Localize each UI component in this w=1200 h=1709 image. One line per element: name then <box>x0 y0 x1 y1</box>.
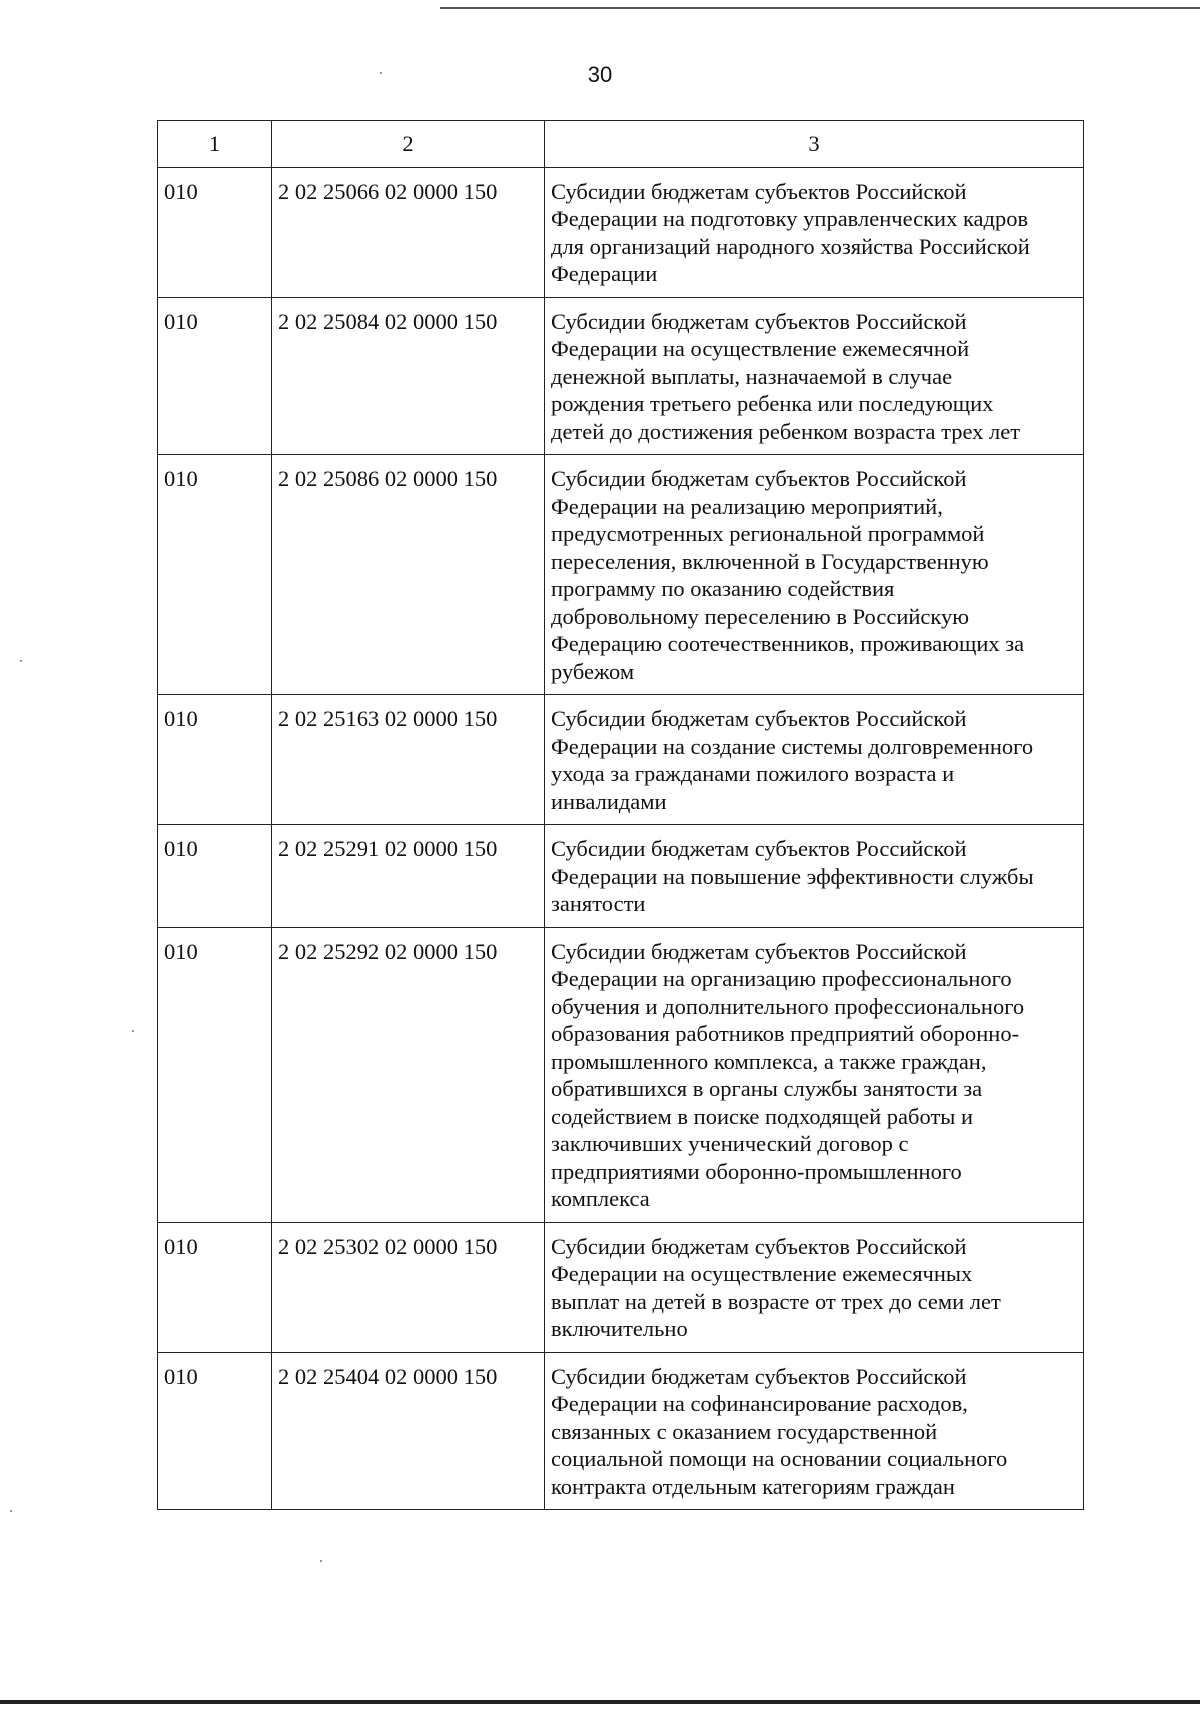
description-cell: Субсидии бюджетам субъектов Российской Федерации на софинансирование расходов, связанных с оказанием государственной социальной помощи на основании социального контракта отдельным категориям граждан <box>545 1352 1084 1510</box>
table-row <box>158 825 1084 928</box>
kbk-code-cell: 2 02 25291 02 0000 150 <box>272 825 545 928</box>
scan-speck <box>320 1560 322 1562</box>
scan-edge-top <box>440 7 1200 9</box>
description-cell: Субсидии бюджетам субъектов Российской Федерации на повышение эффективности службы занятости <box>545 825 1084 928</box>
table-row <box>158 695 1084 825</box>
admin-code-cell: 010 <box>158 167 272 297</box>
table-row <box>158 297 1084 455</box>
page-number: 30 <box>587 62 613 87</box>
table-row <box>158 167 1084 297</box>
description-cell: Субсидии бюджетам субъектов Российской Федерации на осуществление ежемесячных выплат на детей в возрасте от трех до семи лет включительно <box>545 1222 1084 1352</box>
kbk-code-cell: 2 02 25302 02 0000 150 <box>272 1222 545 1352</box>
description-cell: Субсидии бюджетам субъектов Российской Федерации на осуществление ежемесячной денежной выплаты, назначаемой в случае рождения третьего ребенка или последующих детей до достижения ребенком возраста трех лет <box>545 297 1084 455</box>
admin-code-cell: 010 <box>158 1352 272 1510</box>
description-cell: Субсидии бюджетам субъектов Российской Федерации на реализацию мероприятий, предусмотренных региональной программой переселения, включенной в Государственную программу по оказанию содействия добровольному переселению в Российскую Федерацию соотечественников, проживающих за рубежом <box>545 455 1084 695</box>
column-header-1: 1 <box>158 121 272 168</box>
kbk-code-cell: 2 02 25066 02 0000 150 <box>272 167 545 297</box>
column-header-3: 3 <box>545 121 1084 168</box>
admin-code-cell: 010 <box>158 695 272 825</box>
description-cell: Субсидии бюджетам субъектов Российской Федерации на организацию профессионального обучения и дополнительного профессионального образования работников предприятий оборонно- промышленного комплекса, а также граждан, обратившихся в органы службы занятости за содействием в поиске подходящей работы и заключивших ученический договор с предприятиями оборонно-промышленного комплекса <box>545 927 1084 1222</box>
admin-code-cell: 010 <box>158 1222 272 1352</box>
table-row <box>158 1222 1084 1352</box>
scan-speck <box>132 1030 134 1032</box>
admin-code-cell: 010 <box>158 455 272 695</box>
scan-edge-bottom <box>0 1700 1200 1704</box>
column-header-2: 2 <box>272 121 545 168</box>
admin-code-cell: 010 <box>158 297 272 455</box>
scan-speck <box>10 1510 12 1512</box>
description-cell: Субсидии бюджетам субъектов Российской Федерации на создание системы долговременного ухода за гражданами пожилого возраста и инвалидами <box>545 695 1084 825</box>
description-cell: Субсидии бюджетам субъектов Российской Федерации на подготовку управленческих кадров для организаций народного хозяйства Российской Федерации <box>545 167 1084 297</box>
kbk-code-cell: 2 02 25163 02 0000 150 <box>272 695 545 825</box>
scan-speck <box>380 72 382 74</box>
table-row <box>158 927 1084 1222</box>
admin-code-cell: 010 <box>158 825 272 928</box>
scan-speck <box>20 660 22 662</box>
admin-code-cell: 010 <box>158 927 272 1222</box>
table-row <box>158 455 1084 695</box>
table-header-row <box>158 121 1084 168</box>
kbk-code-cell: 2 02 25404 02 0000 150 <box>272 1352 545 1510</box>
kbk-code-cell: 2 02 25086 02 0000 150 <box>272 455 545 695</box>
kbk-code-cell: 2 02 25292 02 0000 150 <box>272 927 545 1222</box>
table-row <box>158 1352 1084 1510</box>
budget-codes-table <box>157 120 1084 1510</box>
kbk-code-cell: 2 02 25084 02 0000 150 <box>272 297 545 455</box>
